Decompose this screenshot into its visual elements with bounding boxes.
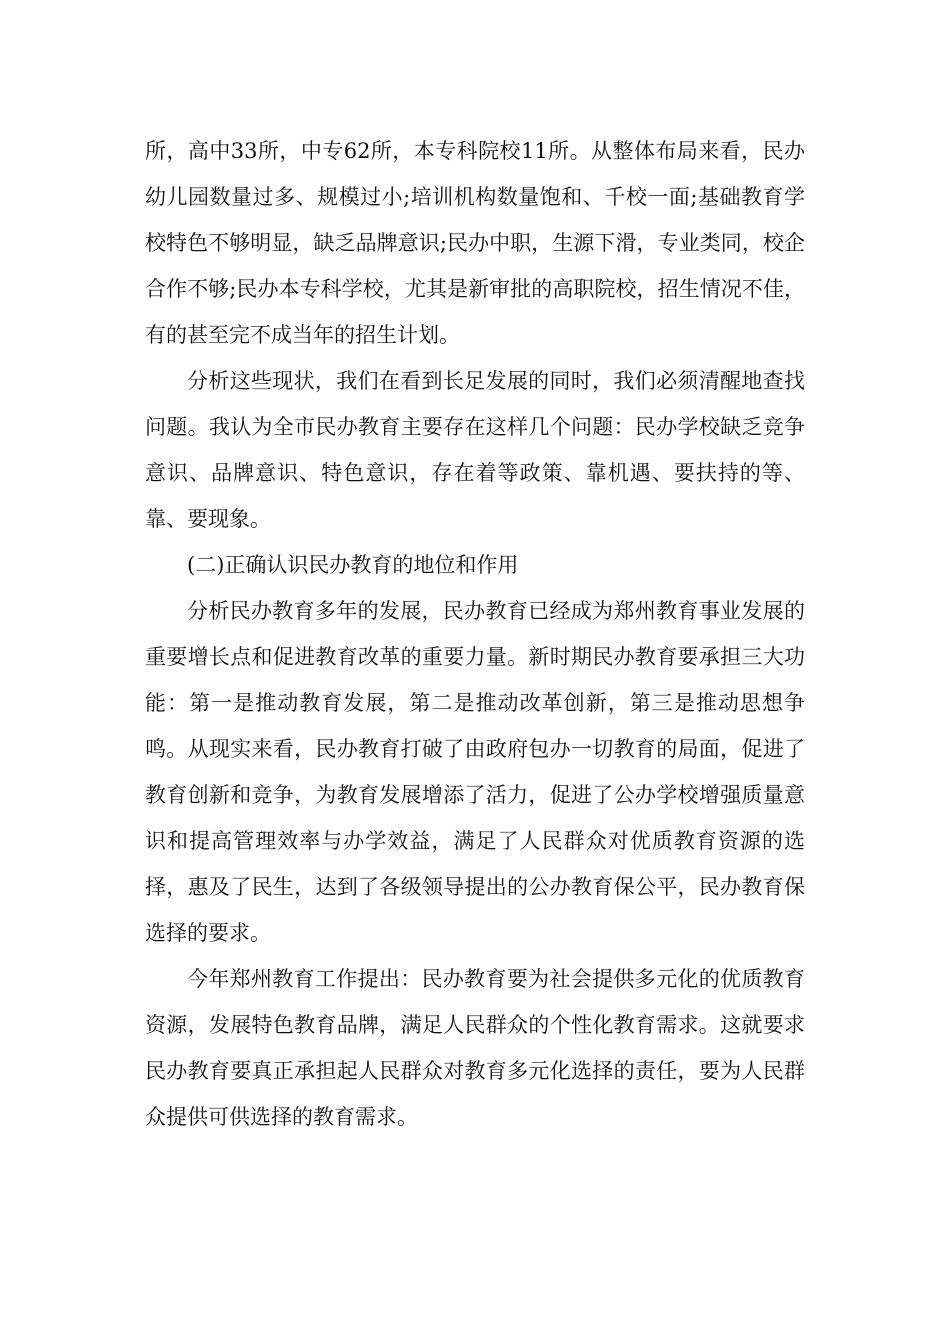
document-body	[145, 128, 805, 1140]
paragraph-status-analysis: 分析这些现状，我们在看到长足发展的同时，我们必须清醒地查找问题。我认为全市民办教育主要存在这样几个问题：民办学校缺乏竞争意识、品牌意识、特色意识，存在着等政策、靠机遇、要扶持的等、靠、要现象。	[145, 369, 805, 531]
section-heading: (二)正确认识民办教育的地位和作用	[187, 553, 519, 577]
paragraph-work-requirements: 今年郑州教育工作提出：民办教育要为社会提供多元化的优质教育资源，发展特色教育品牌，满足人民群众的个性化教育需求。这就要求民办教育要真正承担起人民群众对教育多元化选择的责任，要为人民群众提供可供选择的教育需求。	[145, 967, 805, 1129]
paragraph-continuation: 所，高中33所，中专62所，本专科院校11所。从整体布局来看，民办幼儿园数量过多、规模过小;培训机构数量饱和、千校一面;基础教育学校特色不够明显，缺乏品牌意识;民办中职，生源下滑，专业类同，校企合作不够;民办本专科学校，尤其是新审批的高职院校，招生情况不佳，有的甚至完不成当年的招生计划。	[145, 139, 805, 347]
paragraph-role-analysis: 分析民办教育多年的发展，民办教育已经成为郑州教育事业发展的重要增长点和促进教育改革的重要力量。新时期民办教育要承担三大功能：第一是推动教育发展，第二是推动改革创新，第三是推动思想争鸣。从现实来看，民办教育打破了由政府包办一切教育的局面，促进了教育创新和竞争，为教育发展增添了活力，促进了公办学校增强质量意识和提高管理效率与办学效益，满足了人民群众对优质教育资源的选择，惠及了民生，达到了各级领导提出的公办教育保公平，民办教育保选择的要求。	[145, 599, 805, 945]
